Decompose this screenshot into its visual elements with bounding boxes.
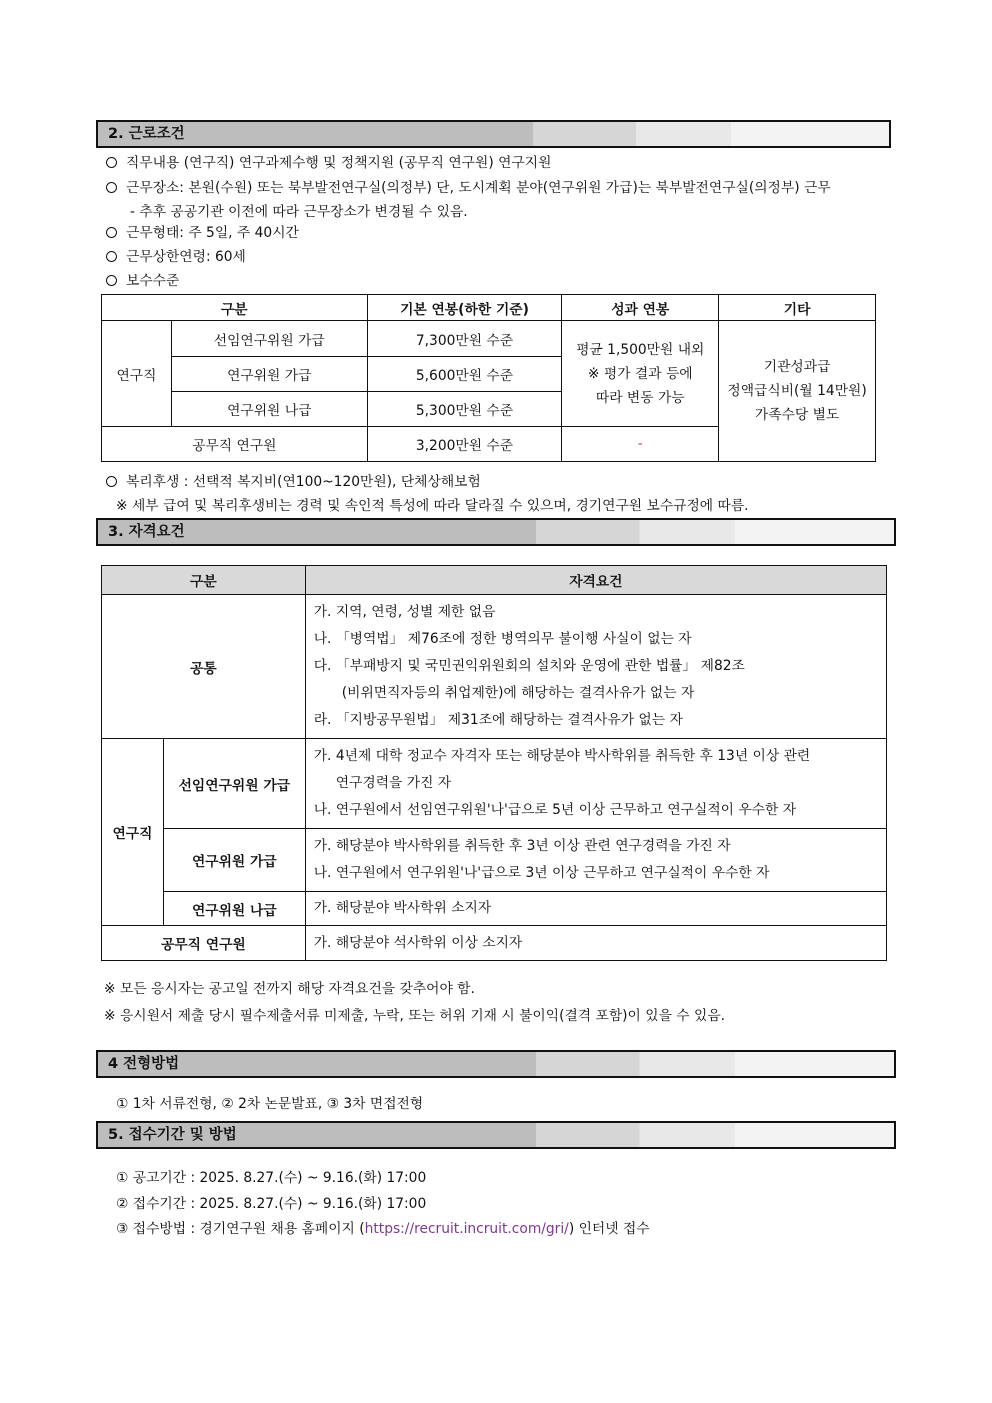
- req-line: 나. 「병역법」 제76조에 정한 병역의무 불이행 사실이 없는 자: [313, 631, 692, 647]
- pay-header-performance: 성과 연봉: [562, 295, 719, 321]
- qual-public-requirements: [305, 926, 886, 961]
- pay-rank: 연구위원 나급: [171, 392, 367, 427]
- etc-line: 정액급식비(월 14만원): [727, 383, 867, 399]
- pay-amount: 3,200만원 수준: [367, 427, 562, 462]
- section-4-title: 4 전형방법: [108, 1056, 180, 1072]
- bullet-text: 근무장소: 본원(수원) 또는 북부발전연구실(의정부) 단, 도시계획 분야(연구위원 가급)는 북부발전연구실(의정부) 근무: [126, 180, 831, 196]
- circle-bullet-icon: [106, 182, 117, 193]
- qual-note-1: ※ 모든 응시자는 공고일 전까지 해당 자격요건을 갖추어야 함.: [104, 981, 475, 997]
- qual-common-requirements: [305, 595, 886, 739]
- pay-amount: 7,300만원 수준: [367, 321, 562, 357]
- circle-bullet-icon: [106, 476, 117, 487]
- qual-header-category: 구분: [102, 566, 306, 595]
- pay-performance-cell: [562, 321, 719, 427]
- etc-line: 기관성과급: [763, 359, 831, 375]
- req-line: 연구경력을 가진 자: [335, 775, 452, 791]
- qual-rank-b-requirements: [305, 892, 886, 926]
- section-5-header: [96, 1121, 896, 1149]
- req-line: 라. 「지방공무원법」 제31조에 해당하는 결격사유가 없는 자: [313, 712, 683, 728]
- work-place-note: - 추후 공공기관 이전에 따라 근무장소가 변경될 수 있음.: [130, 204, 468, 220]
- perf-line: 따라 변동 가능: [595, 389, 685, 406]
- recruit-homepage-link[interactable]: https://recruit.incruit.com/gri/: [364, 1221, 569, 1237]
- section-3-title: 3. 자격요건: [108, 524, 185, 540]
- bullet-text: 복리후생 : 선택적 복지비(연100~120만원), 단체상해보험: [126, 474, 481, 490]
- etc-line: 가족수당 별도: [754, 407, 840, 423]
- notice-period: ① 공고기간 : 2025. 8.27.(수) ~ 9.16.(화) 17:00: [116, 1170, 427, 1186]
- req-line: 가. 해당분야 박사학위 소지자: [313, 900, 492, 916]
- pay-header-etc: 기타: [719, 295, 876, 321]
- bullet-work-type: [106, 221, 299, 241]
- qual-rank-a: 연구위원 가급: [163, 829, 305, 892]
- qual-note-2: ※ 응시원서 제출 당시 필수제출서류 미제출, 누락, 또는 허위 기재 시 불이익(결격 포함)이 있을 수 있음.: [104, 1008, 726, 1024]
- perf-line: 평균 1,500만원 내외: [576, 341, 705, 358]
- pay-table: [101, 294, 876, 462]
- section-5-title: 5. 접수기간 및 방법: [108, 1127, 237, 1143]
- circle-bullet-icon: [106, 157, 117, 168]
- pay-header-category: 구분: [102, 295, 368, 321]
- pay-note: ※ 세부 급여 및 복리후생비는 경력 및 속인적 특성에 따라 달라질 수 있으며, 경기연구원 보수규정에 따름.: [116, 498, 749, 514]
- section-4-header: [96, 1050, 896, 1078]
- qual-rank-b: 연구위원 나급: [163, 892, 305, 926]
- qual-group-research: 연구직: [102, 739, 164, 926]
- req-line: 나. 연구원에서 선임연구위원'나'급으로 5년 이상 근무하고 연구실적이 우수한 자: [313, 802, 797, 818]
- bullet-text: 직무내용 (연구직) 연구과제수행 및 정책지원 (공무직 연구원) 연구지원: [126, 155, 552, 171]
- bullet-welfare: [106, 470, 481, 490]
- pay-rank: 연구위원 가급: [171, 357, 367, 392]
- selection-steps: ① 1차 서류전형, ② 2차 논문발표, ③ 3차 면접전형: [116, 1096, 424, 1112]
- qual-senior-requirements: [305, 739, 886, 829]
- bullet-text: 보수수준: [126, 273, 180, 289]
- qualification-table: [101, 565, 887, 961]
- bullet-text: 근무형태: 주 5일, 주 40시간: [126, 225, 299, 241]
- qual-header-requirements: 자격요건: [305, 566, 886, 595]
- circle-bullet-icon: [106, 251, 117, 262]
- pay-rank: 공무직 연구원: [102, 427, 368, 462]
- application-period: ② 접수기간 : 2025. 8.27.(수) ~ 9.16.(화) 17:00: [116, 1196, 427, 1212]
- req-line: 가. 4년제 대학 정교수 자격자 또는 해당분야 박사학위를 취득한 후 13년 이상 관련: [313, 748, 811, 764]
- bullet-pay-level: [106, 269, 179, 289]
- application-method: [116, 1217, 650, 1237]
- qual-rank-a-requirements: [305, 829, 886, 892]
- bullet-text: 근무상한연령: 60세: [126, 249, 246, 265]
- req-line: 가. 지역, 연령, 성별 제한 없음: [313, 604, 496, 620]
- pay-header-base: 기본 연봉(하한 기준): [367, 295, 562, 321]
- circle-bullet-icon: [106, 227, 117, 238]
- section-3-header: [96, 518, 896, 546]
- perf-line: ※ 평가 결과 등에: [587, 365, 693, 382]
- req-line: (비위면직자등의 취업제한)에 해당하는 결격사유가 없는 자: [341, 685, 695, 701]
- pay-group-research: 연구직: [102, 321, 172, 427]
- pay-rank: 선임연구위원 가급: [171, 321, 367, 357]
- req-line: 다. 「부패방지 및 국민권익위원회의 설치와 운영에 관한 법률」 제82조: [313, 658, 745, 674]
- req-line: 가. 해당분야 석사학위 이상 소지자: [313, 934, 523, 951]
- req-line: 가. 해당분야 박사학위를 취득한 후 3년 이상 관련 연구경력을 가진 자: [313, 838, 731, 854]
- circle-bullet-icon: [106, 275, 117, 286]
- section-2-title: 2. 근로조건: [108, 126, 185, 142]
- method-text-end: ) 인터넷 접수: [568, 1221, 650, 1237]
- pay-etc-cell: [719, 321, 876, 462]
- req-line: 나. 연구원에서 연구위원'나'급으로 3년 이상 근무하고 연구실적이 우수한 자: [313, 865, 770, 881]
- pay-amount: 5,300만원 수준: [367, 392, 562, 427]
- method-text: ③ 접수방법 : 경기연구원 채용 홈페이지 (: [116, 1221, 365, 1237]
- qual-public-label: 공무직 연구원: [102, 926, 306, 961]
- qual-common-label: 공통: [102, 595, 306, 739]
- bullet-age-limit: [106, 245, 246, 265]
- section-2-header: [96, 120, 891, 148]
- pay-amount: 5,600만원 수준: [367, 357, 562, 392]
- pay-performance-none: -: [562, 427, 719, 462]
- bullet-work-place: [106, 176, 831, 196]
- qual-rank-senior: 선임연구위원 가급: [163, 739, 305, 829]
- bullet-job-description: [106, 151, 551, 171]
